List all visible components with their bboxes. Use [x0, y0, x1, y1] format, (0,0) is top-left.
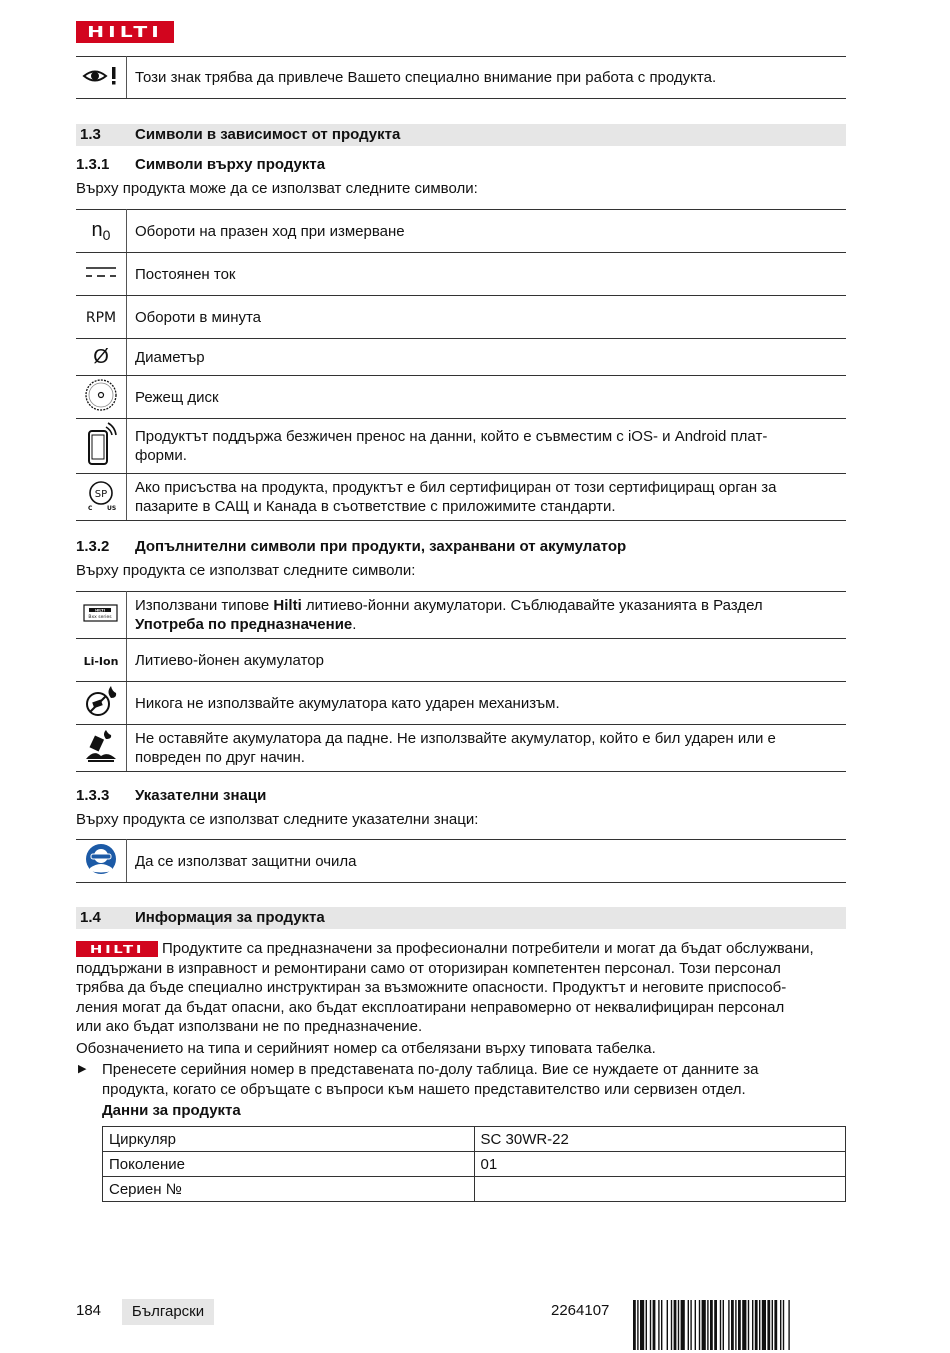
- li-ion-icon: Li-Ion: [76, 639, 127, 682]
- product-data-table: [102, 1126, 846, 1202]
- symbol-description: Постоянен ток: [127, 253, 847, 296]
- safety-goggles-icon: [76, 840, 127, 883]
- symbol-description: Диаметър: [127, 339, 847, 376]
- type-plate-note: Обозначението на типа и серийният номер са отбелязани върху типовата табелка.: [76, 1040, 656, 1057]
- svg-text:SP: SP: [94, 489, 108, 500]
- section-title: Допълнителни символи при продукти, захранвани от акумулатор: [135, 538, 627, 555]
- section-title: Символи върху продукта: [135, 156, 326, 173]
- attention-table: [76, 56, 846, 99]
- table-row: [76, 474, 846, 521]
- logo-wordmark: HILTI: [87, 23, 163, 41]
- section-intro: Върху продукта може да се използват следните символи:: [76, 180, 478, 197]
- table-cell: Поколение: [103, 1152, 475, 1177]
- table-row: [76, 639, 846, 682]
- svg-text:US: US: [107, 505, 117, 512]
- diameter-icon: Ø: [76, 339, 127, 376]
- section-number: 1.3.3: [76, 787, 110, 804]
- attention-eye-icon: [76, 57, 127, 99]
- product-data-title: Данни за продукта: [102, 1102, 241, 1119]
- table-cell: 01: [474, 1152, 846, 1177]
- battery-series-icon: [76, 592, 127, 639]
- symbol-description: Ако присъства на продукта, продуктът е бил сертифициран от този сертифициращ орган за пазарите в САЩ и Канада в съответствие с приложимите стандарти.: [127, 474, 847, 521]
- table-cell: Циркуляр: [103, 1127, 475, 1152]
- symbol-description: Да се използват защитни очила: [127, 840, 847, 883]
- battery-symbols-table: [76, 591, 846, 772]
- svg-text:C: C: [88, 505, 93, 512]
- table-row: [103, 1127, 846, 1152]
- section-number: 1.3.1: [76, 156, 110, 173]
- no-load-speed-icon: $n_0$: [76, 210, 127, 253]
- svg-text:HILTI: HILTI: [95, 608, 105, 613]
- section-number: 1.4: [80, 909, 101, 926]
- rpm-icon: RPM: [76, 296, 127, 339]
- table-row: [76, 376, 846, 419]
- symbol-description: Никога не използвайте акумулатора като ударен механизъм.: [127, 682, 847, 725]
- table-row: [76, 296, 846, 339]
- table-row: [76, 682, 846, 725]
- symbol-description: Обороти в минута: [127, 296, 847, 339]
- symbol-description: Литиево-йонен акумулатор: [127, 639, 847, 682]
- product-info-paragraph: Продуктите са предназначени за професионални потребители и могат да бъдат обслужвани, поддържани в изправност и ремонтирани само от оторизиран компетентен персонал. Този персонал трябва да бъде специално инструктиран за възможните опасности. Продуктът и неговите приспособ- ления могат да бъдат опасни, ако бъдат експлоатирани неправомерно от неквалифициран персонал или ако бъдат използвани не по предназначение.: [76, 940, 814, 1035]
- symbol-description: Продуктът поддържа безжичен пренос на данни, който е съвместим с iOS- и Android плат- форми.: [127, 419, 847, 474]
- symbol-description: Използвани типове Hilti литиево-йонни акумулатори. Съблюдавайте указанията в Раздел Употреба по предназначение.: [127, 592, 847, 639]
- section-title: Указателни знаци: [135, 787, 267, 804]
- section-intro: Върху продукта се използват следните указателни знаци:: [76, 811, 479, 828]
- symbol-description: Режещ диск: [127, 376, 847, 419]
- table-row: [76, 725, 846, 772]
- barcode-icon: [633, 1300, 846, 1350]
- svg-text:Bxx series: Bxx series: [88, 615, 112, 620]
- table-row: [76, 840, 846, 883]
- section-intro: Върху продукта се използват следните символи:: [76, 562, 416, 579]
- attention-text: Този знак трябва да привлече Вашето специално внимание при работа с продукта.: [127, 57, 847, 99]
- table-cell: SC 30WR-22: [474, 1127, 846, 1152]
- table-row: [76, 592, 846, 639]
- table-row: [103, 1152, 846, 1177]
- battery-drop-icon: [76, 725, 127, 772]
- symbol-description: Не оставяйте акумулатора да падне. Не използвайте акумулатор, който е бил ударен или е повреден по друг начин.: [127, 725, 847, 772]
- mandatory-signs-table: [76, 839, 846, 883]
- serial-number-field[interactable]: [474, 1177, 846, 1202]
- table-row: [76, 339, 846, 376]
- language-label: Български: [122, 1299, 214, 1325]
- section-1-3-heading: [76, 124, 846, 146]
- symbol-description: Обороти на празен ход при измерване: [127, 210, 847, 253]
- section-title: Информация за продукта: [135, 909, 325, 926]
- wireless-phone-icon: [76, 419, 127, 474]
- table-row: [103, 1177, 846, 1202]
- page-number: 184: [76, 1302, 102, 1319]
- table-row: [76, 210, 846, 253]
- serial-number-instruction: Пренесете серийния номер в представената по-долу таблица. Вие се нуждаете от данните за продукта, когато се обръщате с въпроси към нашето представителство или сервизен отдел.: [102, 1061, 759, 1098]
- direct-current-icon: [76, 253, 127, 296]
- section-number: 1.3.2: [76, 538, 110, 555]
- table-row: [76, 419, 846, 474]
- table-row: [76, 253, 846, 296]
- table-cell: Сериен №: [103, 1177, 475, 1202]
- document-code: 2264107: [551, 1302, 610, 1319]
- logo-wordmark: HILTI: [89, 942, 145, 956]
- section-1-4-heading: [76, 907, 846, 929]
- bullet-arrow-icon: ▶: [78, 1063, 87, 1075]
- product-symbols-table: [76, 209, 846, 521]
- section-number: 1.3: [80, 126, 101, 143]
- no-impact-tool-icon: [76, 682, 127, 725]
- cutting-disc-icon: [76, 376, 127, 419]
- csa-certification-icon: [76, 474, 127, 521]
- section-title: Символи в зависимост от продукта: [135, 126, 401, 143]
- hilti-logo: [76, 21, 174, 43]
